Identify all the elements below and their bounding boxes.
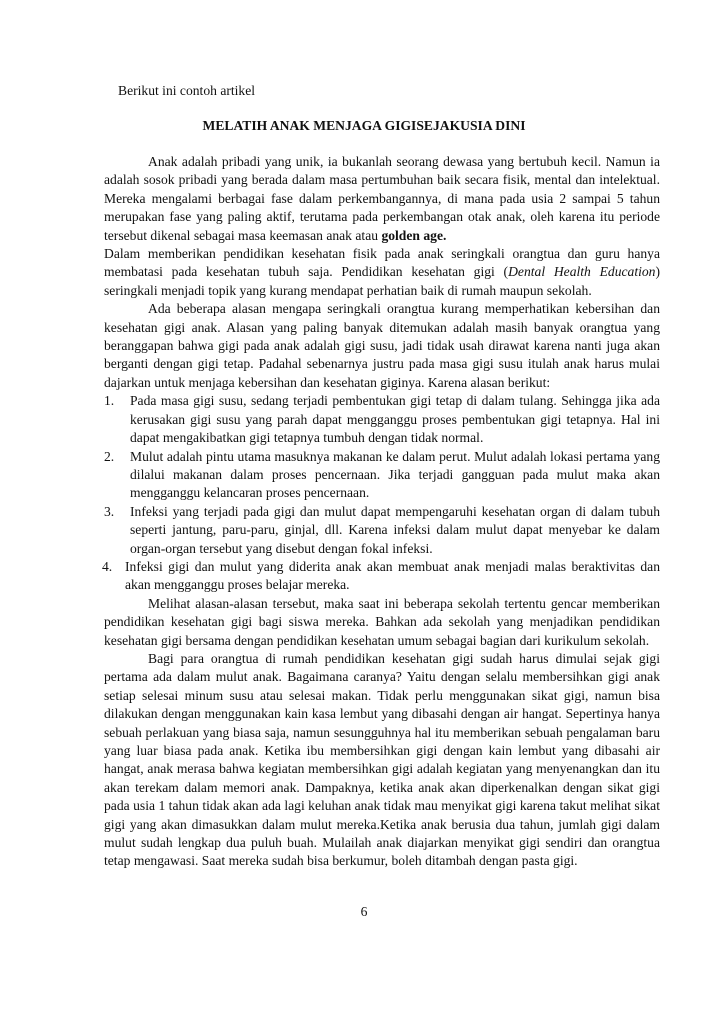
reasons-list — [104, 392, 660, 594]
dental-health-education-italic: Dental Health Education — [508, 264, 656, 280]
list-item-text: Mulut adalah pintu utama masuknya makanan ke dalam perut. Mulut adalah lokasi pertama yang dilalui makanan dalam proses pencernaan. Jika terjadi gangguan pada mulut maka akan mengganggu kelancaran proses pencernaan. — [130, 448, 660, 501]
golden-age-bold: golden age. — [381, 227, 447, 243]
list-item — [104, 503, 660, 558]
paragraph-4: Melihat alasan-alasan tersebut, maka saat ini beberapa sekolah tertentu gencar memberikan pendidikan kesehatan gigi bagi siswa mereka. Bahkan ada sekolah yang menjadikan pendidikan kesehatan gigi bersama dengan pendidikan kesehatan umum sebagai bagian dari kurikulum sekolah. — [104, 595, 660, 648]
page-number: 6 — [360, 904, 368, 919]
paragraph-2-text-b: ) seringkali menjadi topik yang kurang mendapat perhatian baik di rumah maupun sekolah. — [104, 264, 660, 298]
article-title: MELATIH ANAK MENJAGA GIGISEJAKUSIA DINI — [202, 118, 526, 133]
list-item-text: Infeksi yang terjadi pada gigi dan mulut dapat mempengaruhi kesehatan organ di dalam tubuh seperti jantung, paru-paru, ginjal, dll. Karena infeksi dalam mulut dapat menyebar ke dalam organ-organ tersebut yang disebut dengan fokal infeksi. — [130, 503, 660, 556]
list-item-number: 1. — [104, 393, 115, 409]
paragraph-2 — [104, 245, 660, 300]
list-item — [104, 392, 660, 447]
intro-line: Berikut ini contoh artikel — [118, 83, 256, 98]
paragraph-1-text: Anak adalah pribadi yang unik, ia bukanlah seorang dewasa yang bertubuh kecil. Namun ia adalah sosok pribadi yang berada dalam masa pertumbuhan baik secara fisik, mental dan intelektual. Mereka mengalami berbagai fase dalam perkembangannya, di mana pada usia 2 sampai 5 tahun merupakan fase yang paling aktif, terutama pada perkembangan otak anak, oleh karena itu periode tersebut dikenal sebagai masa keemasan anak atau — [104, 154, 660, 243]
list-item-text: Pada masa gigi susu, sedang terjadi pembentukan gigi tetap di dalam tulang. Sehingga jika ada kerusakan gigi susu yang parah dapat mengganggu proses pembentukan gigi tetapnya. Hal ini dapat mengakibatkan gigi tetapnya tumbuh dengan tidak normal. — [130, 393, 660, 446]
list-item-number: 4. — [102, 558, 113, 574]
list-item-text: Infeksi gigi dan mulut yang diderita anak akan membuat anak menjadi malas beraktivitas dan akan mengganggu proses belajar mereka. — [125, 558, 660, 593]
paragraph-5: Bagi para orangtua di rumah pendidikan kesehatan gigi sudah harus dimulai sejak gigi pertama ada dalam mulut anak. Bagaimana caranya? Yaitu dengan selalu membersihkan gigi anak setiap selesai minum susu atau selesai makan. Tidak perlu menggunakan sikat gigi, namun bisa dilakukan dengan menggunakan kain kasa lembut yang dibasahi dengan air hangat. Sepertinya hanya sebuah perlakuan yang biasa saja, namun sesungguhnya hal itu memberikan sebuah pengalaman baru yang luar biasa pada anak. Ketika ibu membersihkan gigi dengan kain lembut yang dibasahi air hangat, anak merasa bahwa kegiatan membersihkan gigi adalah kegiatan yang menyenangkan dan itu akan terekam dalam memori anak. Dampaknya, ketika anak akan diperkenalkan dengan sikat gigi pada usia 1 tahun tidak akan ada lagi keluhan anak tidak mau menyikat gigi karena takut melihat sikat gigi yang akan dimasukkan dalam mulut mereka.Ketika anak berusia dua tahun, jumlah gigi dalam mulut sudah lengkap dua puluh buah. Mulailah anak diajarkan menyikat gigi sendiri dan orangtua tetap mengawasi. Saat mereka sudah bisa berkumur, boleh ditambah dengan pasta gigi. — [104, 650, 660, 869]
list-item-number: 3. — [104, 503, 115, 519]
list-item-number: 2. — [104, 448, 115, 464]
paragraph-2-text-a: Dalam memberikan pendidikan kesehatan fisik pada anak seringkali orangtua dan guru hanya membatasi pada kesehatan tubuh saja. Pendidikan kesehatan gigi ( — [104, 246, 660, 280]
list-item — [100, 558, 660, 595]
paragraph-1 — [104, 153, 660, 245]
list-item — [104, 448, 660, 503]
paragraph-3: Ada beberapa alasan mengapa seringkali orangtua kurang memperhatikan kebersihan dan kesehatan gigi anak. Alasan yang paling banyak ditemukan adalah masih banyak orangtua yang beranggapan bahwa gigi pada anak adalah gigi susu, jadi tidak usah dirawat karena nanti juga akan berganti dengan gigi tetap. Padahal sebenarnya justru pada masa gigi susu itulah anak harus mulai dajarkan untuk menjaga kebersihan dan kesehatan giginya. Karena alasan berikut: — [104, 301, 660, 390]
article-body — [104, 153, 660, 871]
